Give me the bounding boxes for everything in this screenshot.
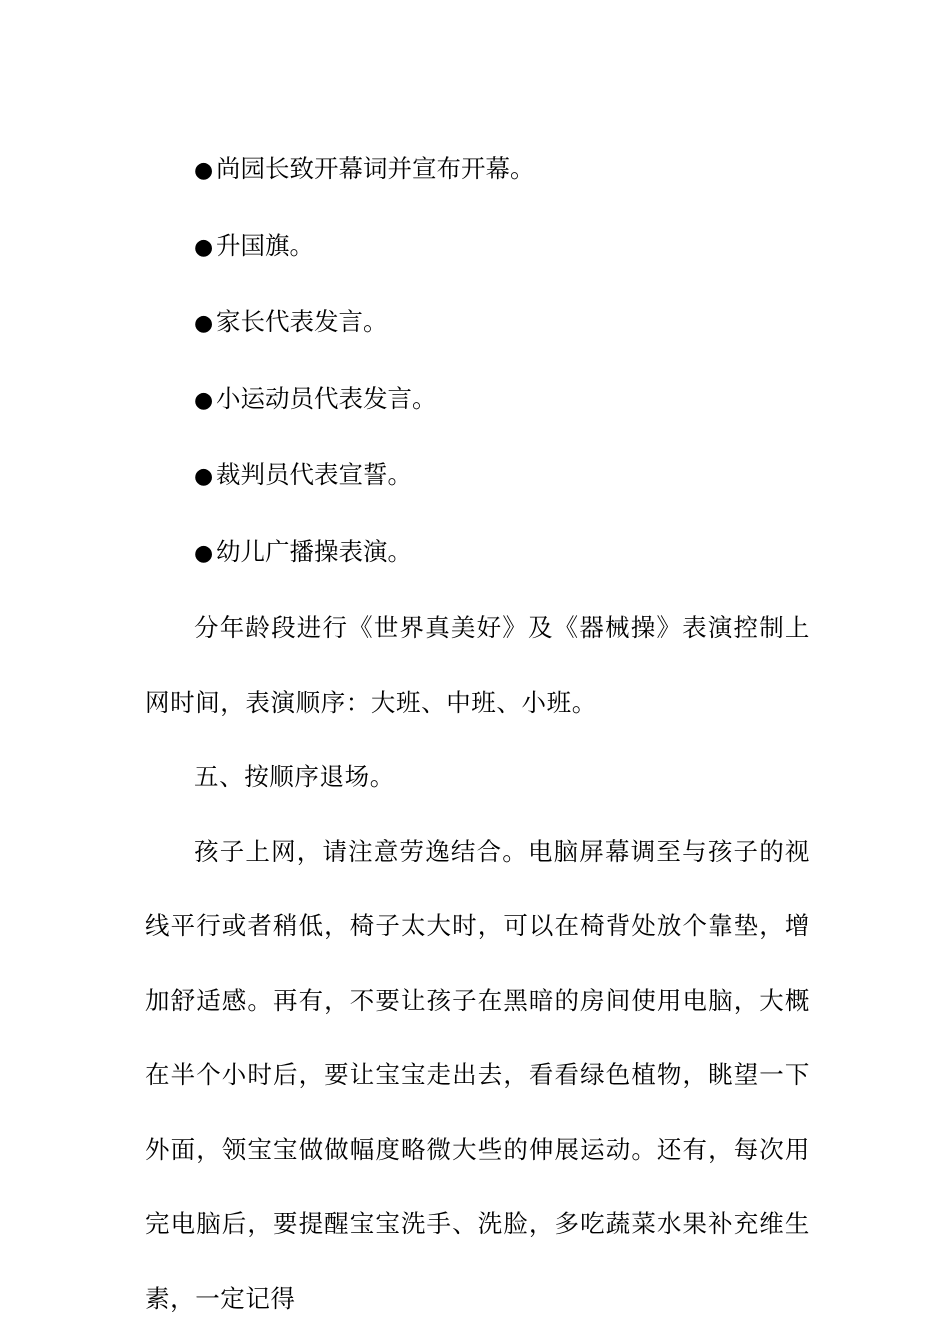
paragraph-internet-advice: 孩子上网，请注意劳逸结合。电脑屏幕调至与孩子的视线平行或者稍低，椅子太大时，可以在椅背处放个靠垫，增加舒适感。再有，不要让孩子在黑暗的房间使用电脑，大概在半个小时后，要让宝宝走出去，看看绿色植物，眺望一下外面，领宝宝做做幅度略微大些的伸展运动。还有，每次用完电脑后，要提醒宝宝洗手、洗脸，多吃蔬菜水果补充维生素，一定记得 — [145, 836, 810, 1313]
bullet-item-referee-oath — [145, 438, 810, 515]
bullet-text: 幼儿广播操表演。 — [216, 536, 412, 566]
bullet-dot-icon: ● — [194, 540, 214, 566]
bullet-dot-icon: ● — [194, 234, 214, 260]
bullet-text: 小运动员代表发言。 — [216, 383, 437, 413]
bullet-text: 裁判员代表宣誓。 — [216, 460, 412, 489]
bullet-text: 家长代表发言。 — [216, 307, 388, 336]
bullet-item-exercise — [145, 515, 810, 592]
bullet-item-athlete-speech — [145, 362, 810, 439]
bullet-item-opening — [145, 132, 810, 209]
bullet-text: 升国旗。 — [216, 230, 314, 260]
paragraph-exit: 五、按顺序退场。 — [194, 762, 395, 791]
paragraph-performance: 分年龄段进行《世界真美好》及《器械操》表演控制上网时间，表演顺序：大班、中班、小班。 — [145, 613, 810, 717]
bullet-dot-icon: ● — [194, 387, 214, 413]
bullet-dot-icon: ● — [194, 311, 214, 336]
bullet-item-flag — [145, 209, 810, 286]
bullet-text: 尚园长致开幕词并宣布开幕。 — [216, 154, 535, 183]
bullet-dot-icon: ● — [194, 464, 214, 489]
bullet-dot-icon: ● — [194, 158, 214, 183]
bullet-item-parent-speech — [145, 285, 810, 362]
document-body — [145, 132, 810, 1336]
